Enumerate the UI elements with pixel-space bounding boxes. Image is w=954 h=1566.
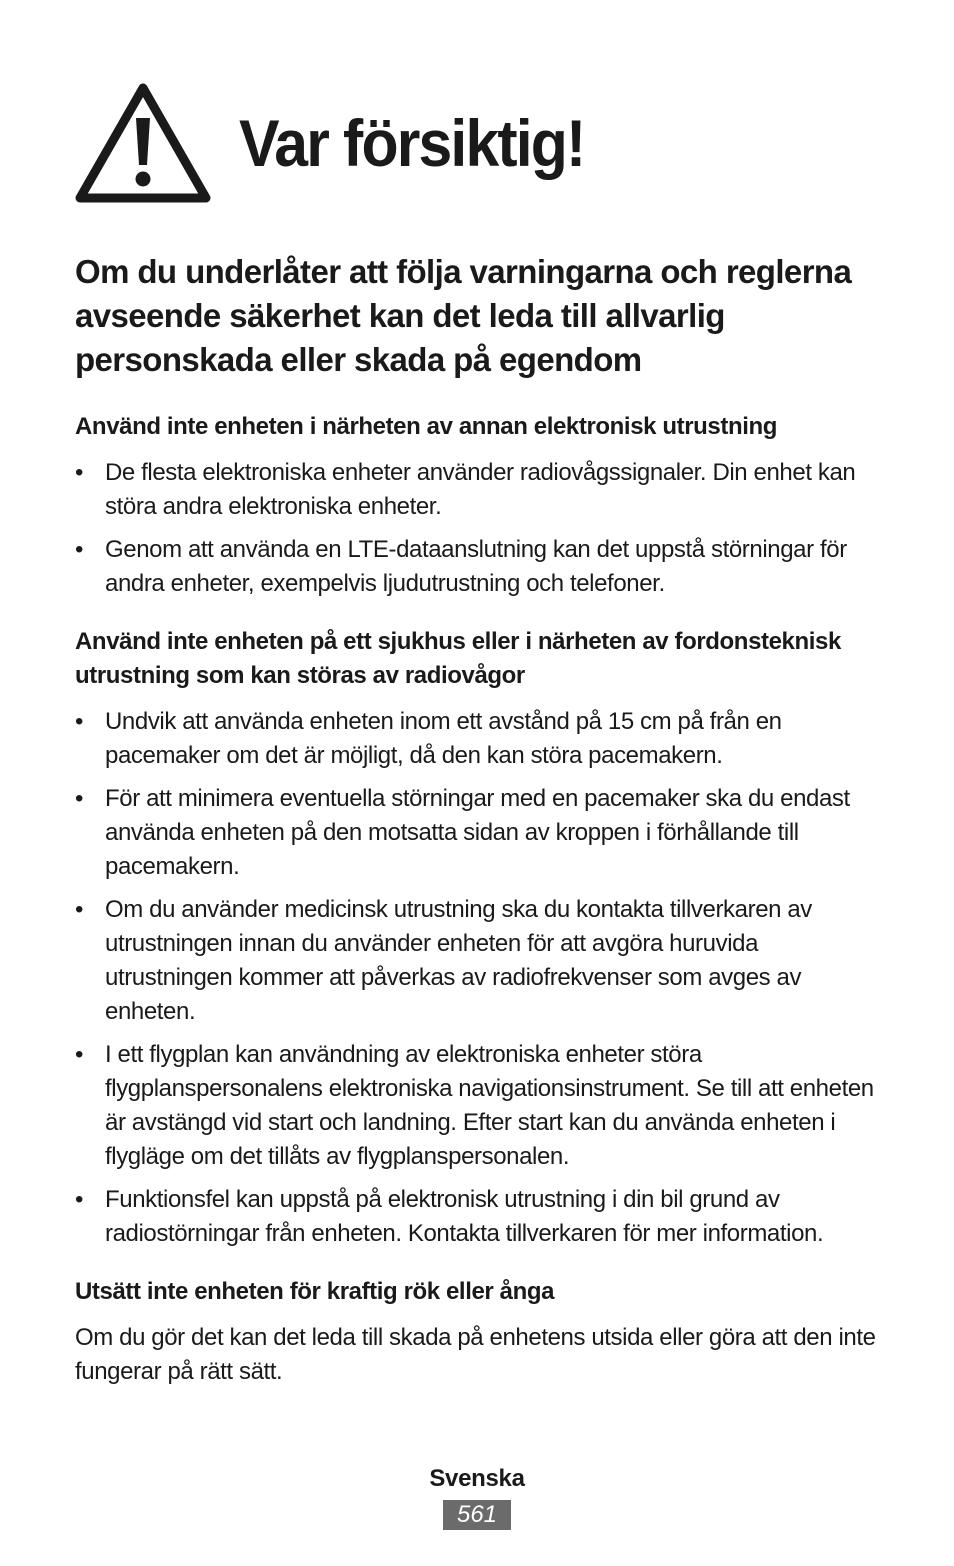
list-item-text: Undvik att använda enheten inom ett avstånd på 15 cm på från en pacemaker om det är möjligt, då den kan störa pacemakern.: [105, 708, 782, 769]
section-electronic-equipment: [75, 410, 885, 601]
bullet-icon: •: [75, 896, 84, 923]
section-heading: Utsätt inte enheten för kraftig rök eller ånga: [75, 1278, 555, 1305]
content: [75, 250, 885, 1389]
bullet-icon: •: [75, 1041, 84, 1068]
page-header: [75, 80, 614, 205]
section-heading: Använd inte enheten på ett sjukhus eller i närheten av fordonsteknisk utrustning som kan störas av radiovågor: [75, 628, 841, 689]
list-item-text: Funktionsfel kan uppstå på elektronisk utrustning i din bil grund av radiostörningar från enheten. Kontakta tillverkaren för mer information.: [105, 1186, 824, 1247]
list-item-text: Genom att använda en LTE-dataanslutning kan det uppstå störningar för andra enheter, exempelvis ljudutrustning och telefoner.: [105, 536, 847, 597]
list-item-text: I ett flygplan kan användning av elektroniska enheter störa flygplanspersonalens elektroniska navigationsinstrument. Se till att enheten är avstängd vid start och landning. Efter start kan du använda enheten i flygläge om det tillåts av flygplanspersonalen.: [105, 1041, 874, 1170]
bullet-icon: •: [75, 536, 84, 563]
warning-triangle-icon: [75, 82, 211, 204]
section-paragraph: Om du gör det kan det leda till skada på enhetens utsida eller göra att den inte fungerar på rätt sätt.: [75, 1324, 876, 1385]
list-item: [75, 705, 885, 773]
section-hospital-vehicle: [75, 625, 885, 1251]
list-item-text: Om du använder medicinsk utrustning ska du kontakta tillverkaren av utrustningen innan du använder enheten för att avgöra huruvida utrustningen kommer att påverkas av radiofrekvenser som avges av enheten.: [105, 896, 812, 1025]
list-item: [75, 1038, 885, 1174]
bullet-list: [75, 705, 885, 1251]
list-item: [75, 1183, 885, 1251]
list-item-text: För att minimera eventuella störningar med en pacemaker ska du endast använda enheten på den motsatta sidan av kroppen i förhållande till pacemakern.: [105, 785, 850, 880]
list-item: [75, 533, 885, 601]
section-smoke-steam: [75, 1275, 885, 1389]
section-heading: Använd inte enheten i närheten av annan elektronisk utrustning: [75, 413, 777, 440]
page-footer: [0, 1462, 954, 1530]
list-item: [75, 782, 885, 884]
footer-language: Svenska: [429, 1465, 525, 1492]
list-item: [75, 893, 885, 1029]
bullet-icon: •: [75, 459, 84, 486]
page-title: Var försiktig!: [239, 105, 585, 180]
bullet-list: [75, 456, 885, 601]
list-item: [75, 456, 885, 524]
bullet-icon: •: [75, 785, 84, 812]
bullet-icon: •: [75, 708, 84, 735]
bullet-icon: •: [75, 1186, 84, 1213]
lead-heading: Om du underlåter att följa varningarna och reglerna avseende säkerhet kan det leda till allvarlig personskada eller skada på egendom: [75, 253, 852, 378]
list-item-text: De flesta elektroniska enheter använder radiovågssignaler. Din enhet kan störa andra elektroniska enheter.: [105, 459, 856, 520]
page-number: 561: [443, 1500, 511, 1530]
